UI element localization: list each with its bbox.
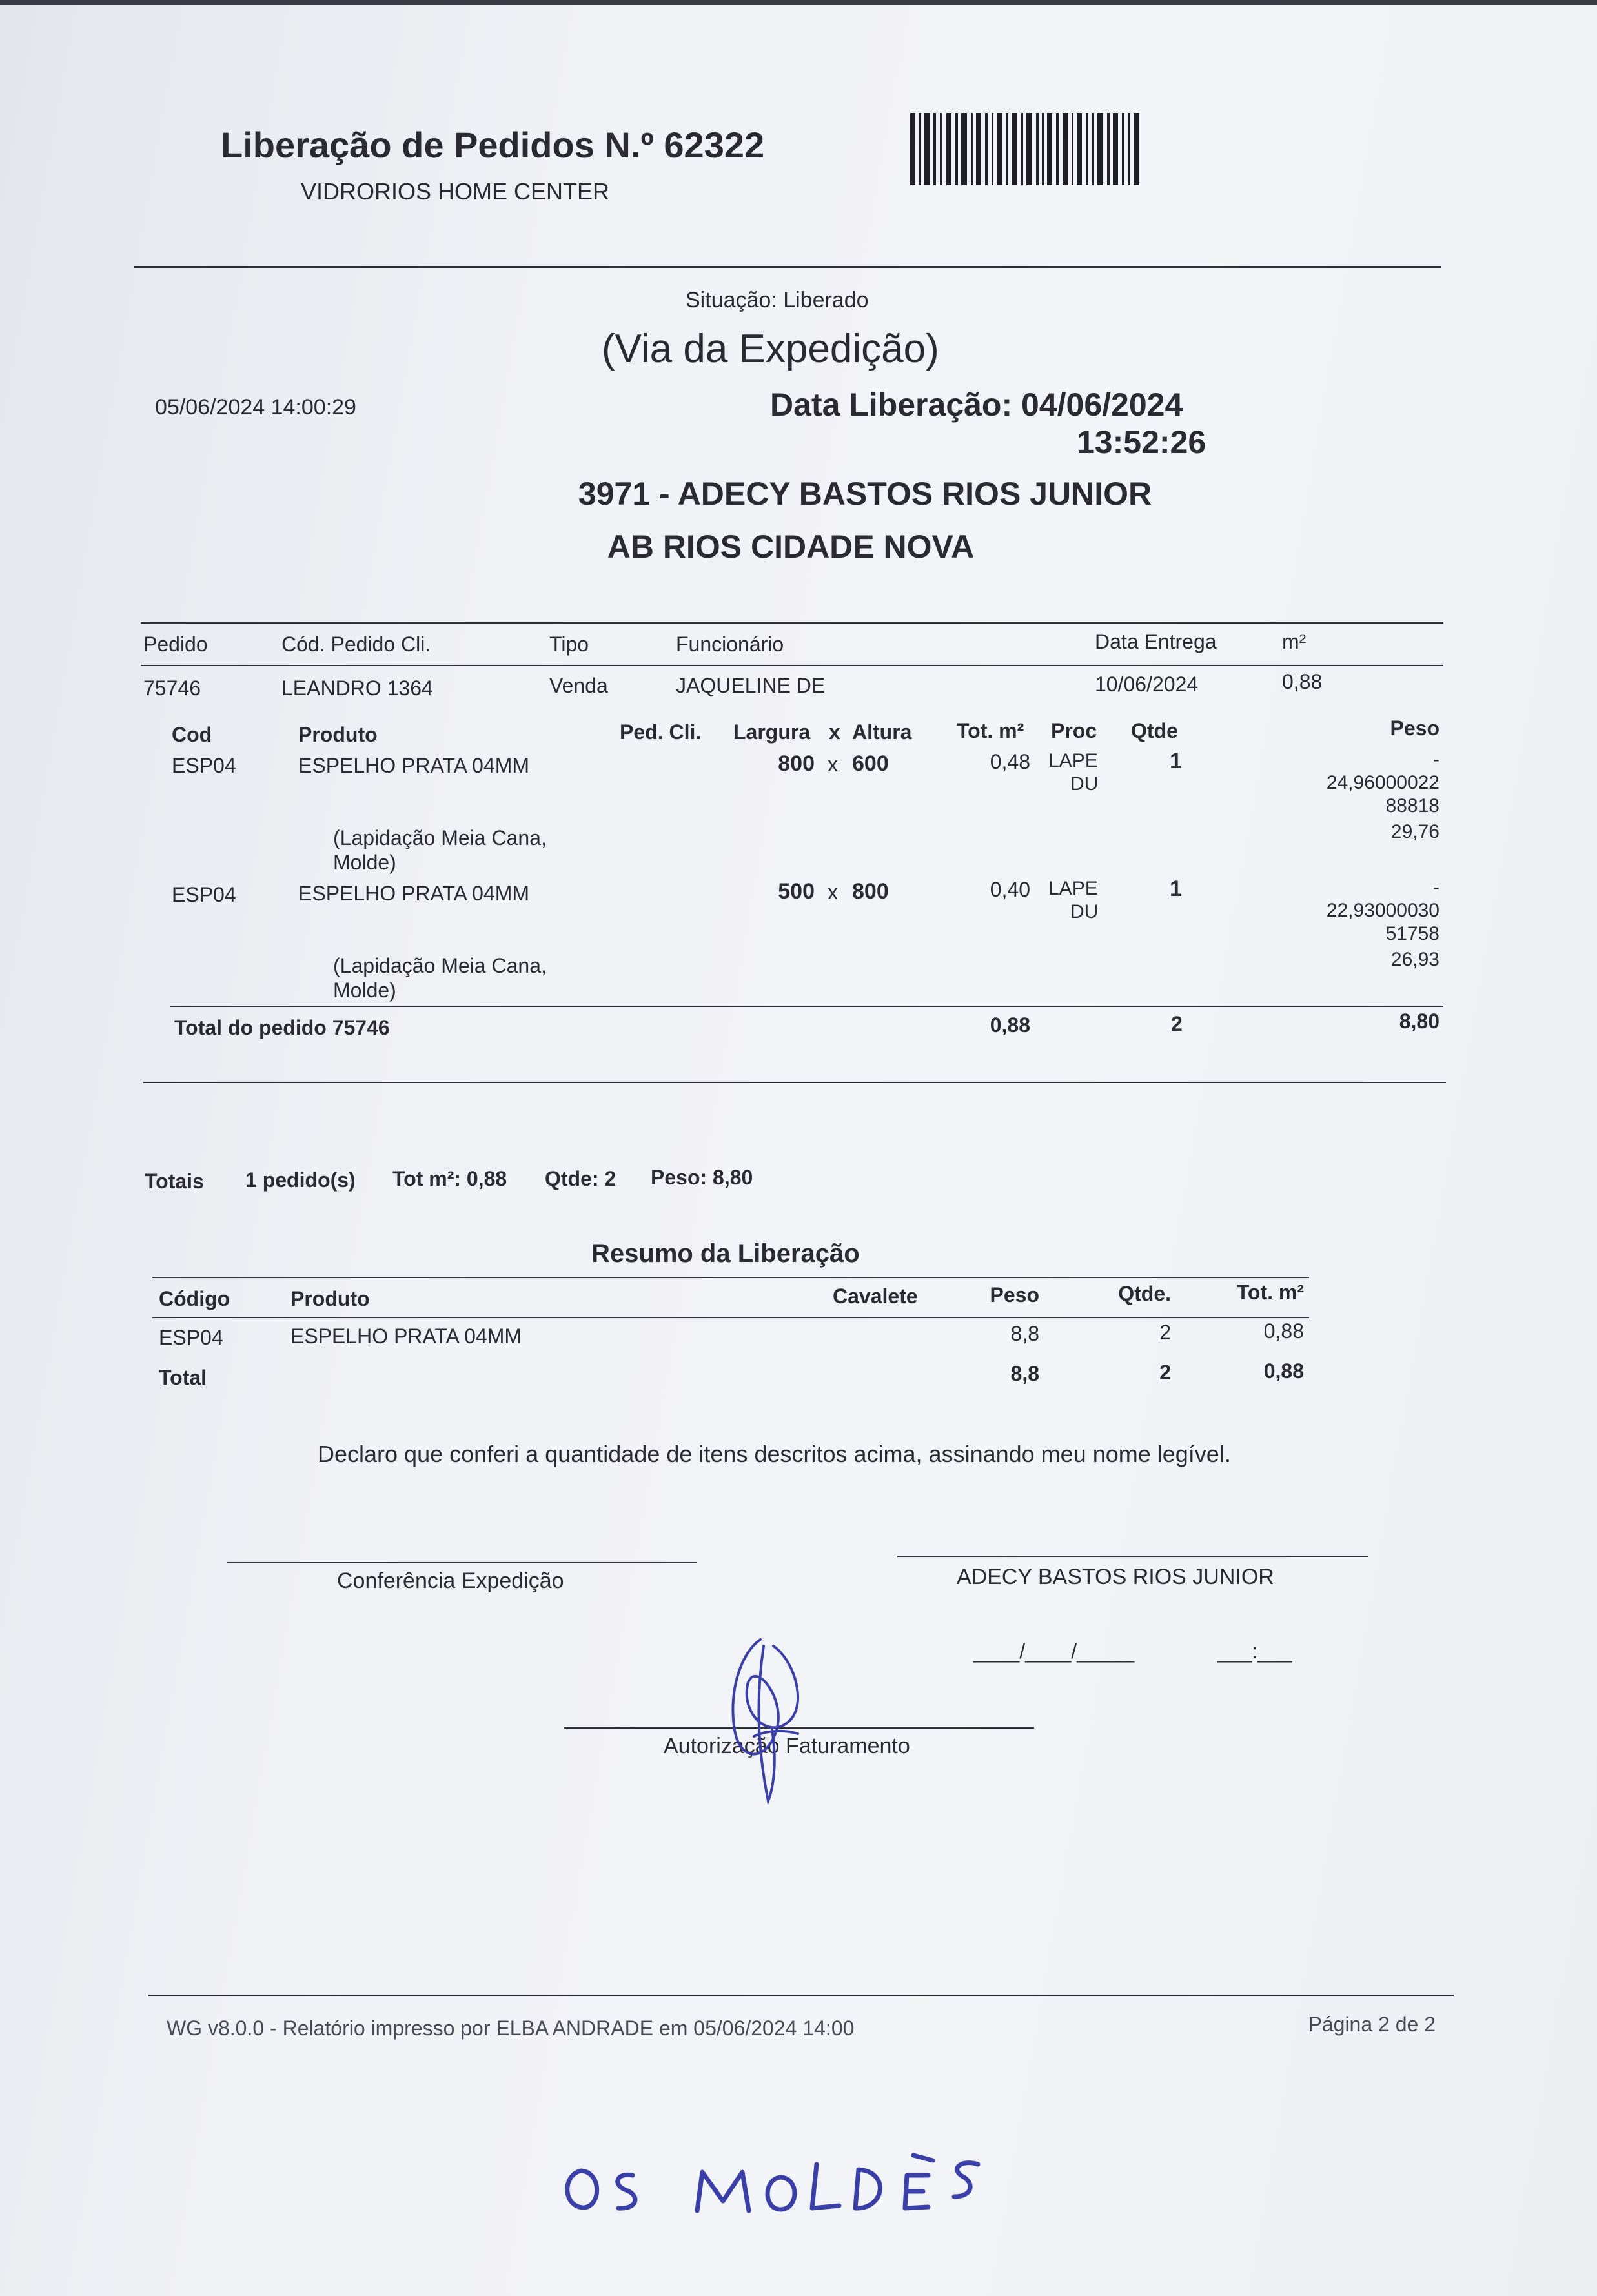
- item-2-peso-line1: -: [1433, 877, 1439, 898]
- item-2-peso-line2: 22,93000030: [1326, 900, 1439, 921]
- summary-total-peso: 8,8: [1010, 1362, 1039, 1385]
- order-total-label: Total do pedido 75746: [174, 1016, 390, 1039]
- handwritten-note: [555, 2146, 1001, 2227]
- col-pedido: Pedido: [143, 633, 208, 656]
- signature-label-cliente: ADECY BASTOS RIOS JUNIOR: [957, 1565, 1274, 1589]
- item-1-cod: ESP04: [172, 754, 236, 777]
- col-tipo: Tipo: [549, 633, 589, 656]
- footer-report-info: WG v8.0.0 - Relatório impresso por ELBA ANDRADE em 05/06/2024 14:00: [167, 2017, 855, 2040]
- summary-col-produto: Produto: [290, 1287, 370, 1310]
- signature-label-autorizacao: Autorização Faturamento: [664, 1734, 910, 1758]
- summary-total-qtde: 2: [1159, 1361, 1171, 1384]
- summary-header-rule: [152, 1317, 1309, 1318]
- item-1-peso-line2: 24,96000022: [1326, 772, 1439, 793]
- item-2-peso-line4: 26,93: [1390, 949, 1439, 970]
- signature-label-conferencia: Conferência Expedição: [337, 1569, 564, 1593]
- delivery-date: 10/06/2024: [1095, 673, 1199, 696]
- client-name: 3971 - ADECY BASTOS RIOS JUNIOR: [578, 476, 1152, 512]
- item-2-qtde: 1: [1170, 877, 1182, 901]
- print-datetime: 05/06/2024 14:00:29: [155, 395, 356, 420]
- item-2-produto: ESPELHO PRATA 04MM: [298, 882, 530, 905]
- signature-line-cliente: [897, 1556, 1368, 1557]
- client-order-code: LEANDRO 1364: [281, 676, 433, 700]
- summary-row-tot-m2: 0,88: [1263, 1319, 1304, 1343]
- handwritten-signature: [715, 1633, 812, 1807]
- release-date: Data Liberação: 04/06/2024: [770, 387, 1183, 423]
- summary-row-codigo: ESP04: [159, 1326, 223, 1349]
- summary-title: Resumo da Liberação: [591, 1239, 860, 1268]
- col-largura: Largura: [733, 720, 811, 744]
- col-data-entrega: Data Entrega: [1095, 630, 1217, 653]
- footer-rule: [148, 1995, 1454, 1996]
- header-divider: [134, 266, 1441, 268]
- item-2-obs-line2: Molde): [333, 979, 396, 1002]
- item-1-qtde: 1: [1170, 749, 1182, 773]
- item-1-peso-line3: 88818: [1385, 795, 1439, 817]
- order-table-top-rule: [141, 622, 1443, 624]
- item-2-proc-line1: LAPE: [1048, 878, 1098, 899]
- item-2-peso-line3: 51758: [1385, 923, 1439, 944]
- item-2-proc-line2: DU: [1070, 901, 1099, 922]
- col-cod-pedido-cli: Cód. Pedido Cli.: [281, 633, 431, 656]
- company-name: VIDRORIOS HOME CENTER: [301, 178, 610, 205]
- totals-orders: 1 pedido(s): [245, 1168, 356, 1192]
- footer-page-number: Página 2 de 2: [1308, 2013, 1436, 2036]
- order-m2: 0,88: [1282, 670, 1323, 693]
- order-total-rule: [170, 1006, 1443, 1007]
- summary-total-tot-m2: 0,88: [1263, 1359, 1304, 1383]
- declaration-text: Declaro que conferi a quantidade de itens descritos acima, assinando meu nome legível.: [318, 1441, 1231, 1467]
- item-1-altura: 600: [852, 751, 889, 776]
- order-number: 75746: [143, 676, 201, 700]
- status-text: Situação: Liberado: [686, 288, 869, 312]
- col-funcionario: Funcionário: [676, 633, 784, 656]
- totals-qtde: Qtde: 2: [545, 1167, 616, 1190]
- summary-top-rule: [152, 1277, 1309, 1278]
- item-2-x: x: [828, 880, 838, 904]
- item-1-peso-line1: -: [1433, 749, 1439, 770]
- item-1-proc-line1: LAPE: [1048, 750, 1098, 771]
- item-2-tot-m2: 0,40: [990, 878, 1030, 901]
- item-1-x: x: [828, 753, 838, 776]
- totals-m2: Tot m²: 0,88: [392, 1167, 507, 1190]
- summary-col-qtde: Qtde.: [1118, 1282, 1171, 1305]
- time-blank: ___:___: [1217, 1640, 1292, 1663]
- col-ped-cli: Ped. Cli.: [620, 720, 702, 744]
- employee: JAQUELINE DE: [676, 674, 826, 697]
- release-time: 13:52:26: [1077, 424, 1206, 460]
- item-1-tot-m2: 0,48: [990, 750, 1030, 773]
- date-blank: ____/____/_____: [973, 1640, 1135, 1663]
- summary-col-tot-m2: Tot. m²: [1236, 1281, 1304, 1304]
- item-2-obs-line1: (Lapidação Meia Cana,: [333, 954, 547, 977]
- col-x: x: [829, 720, 840, 744]
- totals-peso: Peso: 8,80: [651, 1166, 753, 1189]
- item-1-obs-line2: Molde): [333, 851, 396, 874]
- item-1-obs-line1: (Lapidação Meia Cana,: [333, 826, 547, 849]
- summary-row-peso: 8,8: [1010, 1322, 1039, 1345]
- scan-edge: [0, 0, 1597, 5]
- col-proc: Proc: [1051, 719, 1097, 742]
- item-1-peso-line4: 29,76: [1390, 821, 1439, 842]
- item-1-produto: ESPELHO PRATA 04MM: [298, 754, 530, 777]
- order-type: Venda: [549, 674, 608, 697]
- order-total-m2: 0,88: [990, 1013, 1030, 1037]
- item-2-largura: 500: [778, 879, 815, 904]
- item-2-cod: ESP04: [172, 883, 236, 906]
- item-2-altura: 800: [852, 879, 889, 904]
- summary-total-label: Total: [159, 1366, 207, 1389]
- copy-type: (Via da Expedição): [602, 327, 939, 371]
- barcode: [910, 113, 1139, 185]
- col-qtde: Qtde: [1131, 719, 1178, 742]
- summary-col-codigo: Código: [159, 1287, 230, 1310]
- col-produto: Produto: [298, 723, 378, 746]
- document-title: Liberação de Pedidos N.º 62322: [221, 125, 765, 165]
- totals-label: Totais: [145, 1170, 204, 1193]
- summary-col-peso: Peso: [990, 1283, 1039, 1306]
- client-trade-name: AB RIOS CIDADE NOVA: [607, 529, 975, 565]
- order-total-qtde: 2: [1171, 1012, 1183, 1035]
- summary-row-produto: ESPELHO PRATA 04MM: [290, 1325, 522, 1348]
- item-1-largura: 800: [778, 751, 815, 776]
- signature-line-conferencia: [227, 1562, 697, 1563]
- order-section-bottom-rule: [143, 1082, 1446, 1083]
- item-1-proc-line2: DU: [1070, 773, 1099, 795]
- col-m2: m²: [1282, 630, 1307, 653]
- col-cod: Cod: [172, 723, 212, 746]
- col-tot-m2: Tot. m²: [957, 719, 1024, 742]
- order-total-peso: 8,80: [1399, 1010, 1439, 1033]
- col-peso: Peso: [1390, 716, 1439, 740]
- summary-col-cavalete: Cavalete: [833, 1285, 918, 1308]
- summary-row-qtde: 2: [1159, 1321, 1171, 1344]
- col-altura: Altura: [852, 720, 912, 744]
- order-table-header-rule: [141, 665, 1443, 666]
